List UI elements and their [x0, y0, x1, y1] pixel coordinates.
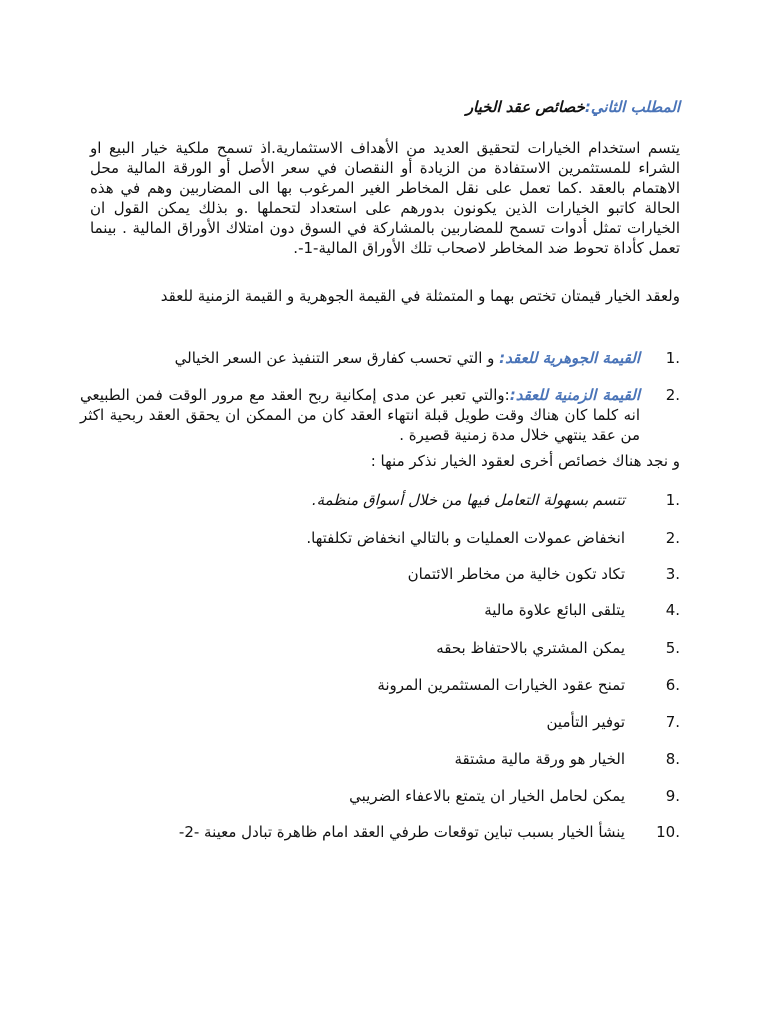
- feature-text: تمنح عقود الخيارات المستثمرين المرونة: [377, 676, 625, 694]
- feature-item: [80, 749, 680, 769]
- feature-text: انخفاض عمولات العمليات و بالتالي انخفاض تكلفتها.: [306, 529, 625, 547]
- features-intro: و نجد هناك خصائص أخرى لعقود الخيار نذكر منها :: [370, 452, 680, 470]
- intro-paragraph: يتسم استخدام الخيارات لتحقيق العديد من الأهداف الاستثمارية.اذ تسمح ملكية خيار البيع او الشراء للمستثمرين الاستفادة من الزيادة أو النقصان في سعر الأصل أو الورقة المالية محل الاهتمام بالعقد .كما تعمل على نقل المخاطر الغير المرغوب بها الى المضاربين وهم في هذه الحالة كاتبو الخيارات الذين يكونون بدورهم على استعداد لتحملها .و بذلك يمكن القول ان الخيارات تمثل أدوات تسمح للمضاربين بالمشاركة في السوق دون امتلاك الأوراق المالية . بينما تعمل كأداة تحوط ضد المخاطر لاصحاب تلك الأوراق المالية-1-.: [90, 139, 680, 257]
- section-heading: [466, 98, 680, 116]
- feature-item: [80, 675, 680, 695]
- feature-text: توفير التأمين: [546, 713, 625, 731]
- list-number: 2.: [665, 386, 680, 404]
- list-number: 5.: [665, 639, 680, 657]
- feature-text: تتسم بسهولة التعامل فيها من خلال أسواق منظمة.: [311, 491, 625, 509]
- value-key: القيمة الجوهرية للعقد:: [499, 349, 640, 367]
- value-key: القيمة الزمنية للعقد:: [509, 386, 640, 404]
- list-number: 1.: [665, 491, 680, 509]
- list-number: 8.: [665, 750, 680, 768]
- feature-item: [80, 528, 680, 548]
- feature-item: [80, 638, 680, 658]
- feature-text: يمكن المشتري بالاحتفاظ بحقه: [436, 639, 625, 657]
- feature-item: [80, 564, 680, 584]
- feature-text: ينشأ الخيار بسبب تباين توقعات طرفي العقد امام ظاهرة تبادل معينة -2-: [178, 823, 625, 841]
- value-text: :والتي تعبر عن مدى إمكانية ربح العقد مع مرور الوقت فمن الطبيعي انه كلما كان هناك وقت طويل قبلة انتهاء العقد كان من الممكن ان يحقق العقد ربحية اكثر من عقد ينتهي خلال مدة زمنية قصيرة .: [80, 386, 640, 444]
- value-text: و التي تحسب كفارق سعر التنفيذ عن السعر الخيالي: [174, 349, 500, 367]
- list-number: 1.: [665, 349, 680, 367]
- feature-text: يتلقى البائع علاوة مالية: [484, 601, 625, 619]
- value-item: [80, 348, 680, 368]
- list-number: 6.: [665, 676, 680, 694]
- value-paragraph: ولعقد الخيار قيمتان تختص بهما و المتمثلة في القيمة الجوهرية و القيمة الزمنية للعقد: [160, 287, 680, 305]
- list-number: 9.: [665, 787, 680, 805]
- value-item: [80, 385, 680, 445]
- feature-item: [80, 600, 680, 620]
- feature-item: [80, 490, 680, 510]
- section-title: خصائص عقد الخيار: [465, 98, 585, 116]
- feature-text: يمكن لحامل الخيار ان يتمتع بالاعفاء الضريبي: [349, 787, 625, 805]
- feature-text: الخيار هو ورقة مالية مشتقة: [454, 750, 625, 768]
- feature-item: [80, 822, 680, 842]
- feature-item: [80, 712, 680, 732]
- list-number: 3.: [665, 565, 680, 583]
- feature-item: [80, 786, 680, 806]
- list-number: 7.: [665, 713, 680, 731]
- feature-text: تكاد تكون خالية من مخاطر الائتمان: [407, 565, 625, 583]
- list-number: 4.: [665, 601, 680, 619]
- list-number: 10.: [656, 823, 680, 841]
- list-number: 2.: [665, 529, 680, 547]
- section-label: المطلب الثاني:: [584, 98, 680, 116]
